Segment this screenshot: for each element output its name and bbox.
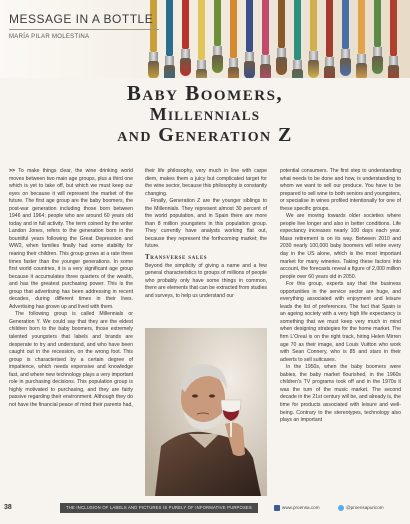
website-link[interactable] — [274, 505, 320, 511]
brush-tip — [308, 60, 319, 78]
brush-tip — [260, 64, 271, 78]
headline-line-3: and Generation Z — [117, 124, 293, 146]
paintbrush-icon — [198, 0, 205, 60]
paintbrush-icon — [310, 0, 317, 51]
body-paragraph: For this group, experts say that the business opportunities in the service sector are huge, and everything associated with enjoyment and leisure leads the list of preferences. The fact that Spain is an ageing society with a very high life expectancy is something that we must keep very much in mind when designing strategies for the home market. The firm L'Oreal is on the right track, hiring Helen Mirren age 70 as their image, and Louis Vuitton who work with Sean Connery, who is 85 and stars in their adverts to sell suitcases. — [280, 281, 401, 363]
lead-marker-icon: >> — [9, 168, 19, 174]
paintbrush-icon — [230, 0, 237, 58]
paintbrush-icon — [326, 0, 333, 57]
photo-man-with-wine-glass — [145, 328, 267, 496]
brush-tip — [148, 61, 159, 78]
brush-tip — [372, 56, 383, 74]
paintbrush-icon — [182, 0, 189, 49]
paintbrush-icon — [358, 0, 365, 54]
body-paragraph: Finally, Generation Z are the younger siblings to the Millennials. They represent almost 30 percent of the world population, and in Spain there are more than 8 million youngsters in this population group. They currently have analysts working flat out, because they represent the forthcoming market; the future. — [145, 198, 267, 250]
paintbrush-icon — [150, 0, 157, 52]
article-column-3 — [280, 168, 401, 425]
paintbrush-icon — [214, 0, 221, 46]
author-byline: MARÍA PILAR MOLESTINA — [9, 34, 90, 40]
brush-tip — [356, 63, 367, 78]
article-photo — [145, 328, 267, 496]
brush-tip — [324, 66, 335, 78]
paintbrush-icon — [166, 0, 173, 56]
paintbrush-icon — [390, 0, 397, 56]
subheading: Transverse sales — [145, 253, 208, 262]
headline-line-1: Baby Boomers, — [126, 81, 284, 105]
brush-tip — [196, 69, 207, 78]
article-column-2 — [145, 168, 267, 300]
brush-tip — [164, 65, 175, 78]
brush-tip — [180, 58, 191, 76]
brush-tip — [212, 55, 223, 73]
paintbrush-icon — [342, 0, 349, 49]
headline-line-2: Millennials — [149, 104, 261, 124]
brush-tip — [244, 61, 255, 78]
body-paragraph: The following group is called Millennials or Generation Y. We could say that they are the eldest children born to the baby boomers, those extremely talented youngsters that labels and brands are desperate to try and understand, and who have been caught out in the recession, on the wrong foot. This group is characterised by a certain degree of impatience, which needs expensive and knowledge fast, and where new technology plays a very important role in purchasing decisions. This population group is highly motivated to purchasing, and they are fairly passive regarding their environment. Although they do not have the financial peace of mind their parents had, — [9, 311, 134, 408]
body-paragraph: their life philosophy, very much in line with carpe diem, makes them a juicy but complicated target for the wine sector, because this philosophy is constantly changing. — [145, 168, 267, 197]
brush-tip — [388, 65, 399, 78]
body-paragraph: In the 1950s, when the baby boomers were babies, the baby market flourished, in the 1960s children's TV programs took off and in the 1970s it was the turn of the music market. The second decade in the 21st century will be, and already is, the time for products associated with leisure and well-being. Contrary to the stereotypes, technology also plays an important — [280, 364, 401, 424]
section-title: MESSAGE IN A BOTTLE — [9, 12, 154, 26]
paintbrush-icon — [278, 0, 285, 48]
body-paragraph: Beyond the simplicity of giving a name and a few general characteristics to groups of millions of people who probably only have some things in common, there are elements that can be extracted from studies and surveys, to help us understand our — [145, 262, 267, 299]
facebook-icon — [274, 505, 280, 511]
paragraph-text: To make things clear, the wine drinking world moves between two main age groups, plus a third one which is yet to take off, but which we must keep our eyes on because it will represent the market of the future. The first age group are the baby boomers, the post-war generation including those born between 1946 and 1964; people who are around 60 years old today and in full activity. The term coined by the writer Landon Jones, refers to the generation born in the bountiful years following the Great Depression and WW2, when families finally had some stability for rearing their children. This group grows at a rate three times faster than the younger generations. In some first world countries, it is a very significant age group because it accumulates three quarters of the wealth, and has the greatest purchasing power. This is the group that advertising has been addressing in recent decades, during different times in their lives. Advertising has grown up and lived with them. — [9, 168, 133, 310]
brush-tip — [228, 67, 239, 78]
image-disclaimer-caption: THE INCLUSION OF LABELS AND PICTURES IS PURELY OF INFORMATIVE PURPOSES — [60, 503, 258, 513]
body-paragraph: We are moving towards older societies where people live longer and also in better conditions. Life expectancy increases nearly 100 days each year. Mass retirement is on its way. Between 2010 and 2030 nearly 100,000 baby boomers will retire every day in the US alone, which is the most important market for many wineries. Taking these factors into account, the forecasts reveal a figure of 2,000 million people over 60 years old in 2050. — [280, 213, 401, 280]
twitter-link[interactable] — [338, 505, 384, 511]
paintbrush-icon — [374, 0, 381, 47]
article-headline — [40, 82, 370, 146]
body-paragraph — [9, 168, 133, 311]
twitter-handle: @proensapuricom — [346, 505, 384, 511]
page-number: 38 — [4, 504, 12, 511]
article-column-1 — [9, 168, 133, 410]
header-divider — [9, 29, 159, 30]
brush-tip — [292, 69, 303, 78]
twitter-icon — [338, 505, 344, 511]
body-paragraph: potential consumers. The first step to understanding what needs to be done and how, is understanding to whom we want to sell our produce. You have to be prepared to sell wine to both seniors and youngsters, or specialise in wines profiled intentionally for one of these specific groups. — [280, 168, 401, 212]
paintbrush-icon — [294, 0, 301, 60]
website-text: www.proensa.com — [282, 505, 320, 511]
brush-tip — [340, 58, 351, 76]
brush-tip — [276, 57, 287, 75]
paintbrush-icon — [262, 0, 269, 55]
paintbrush-icon — [246, 0, 253, 52]
